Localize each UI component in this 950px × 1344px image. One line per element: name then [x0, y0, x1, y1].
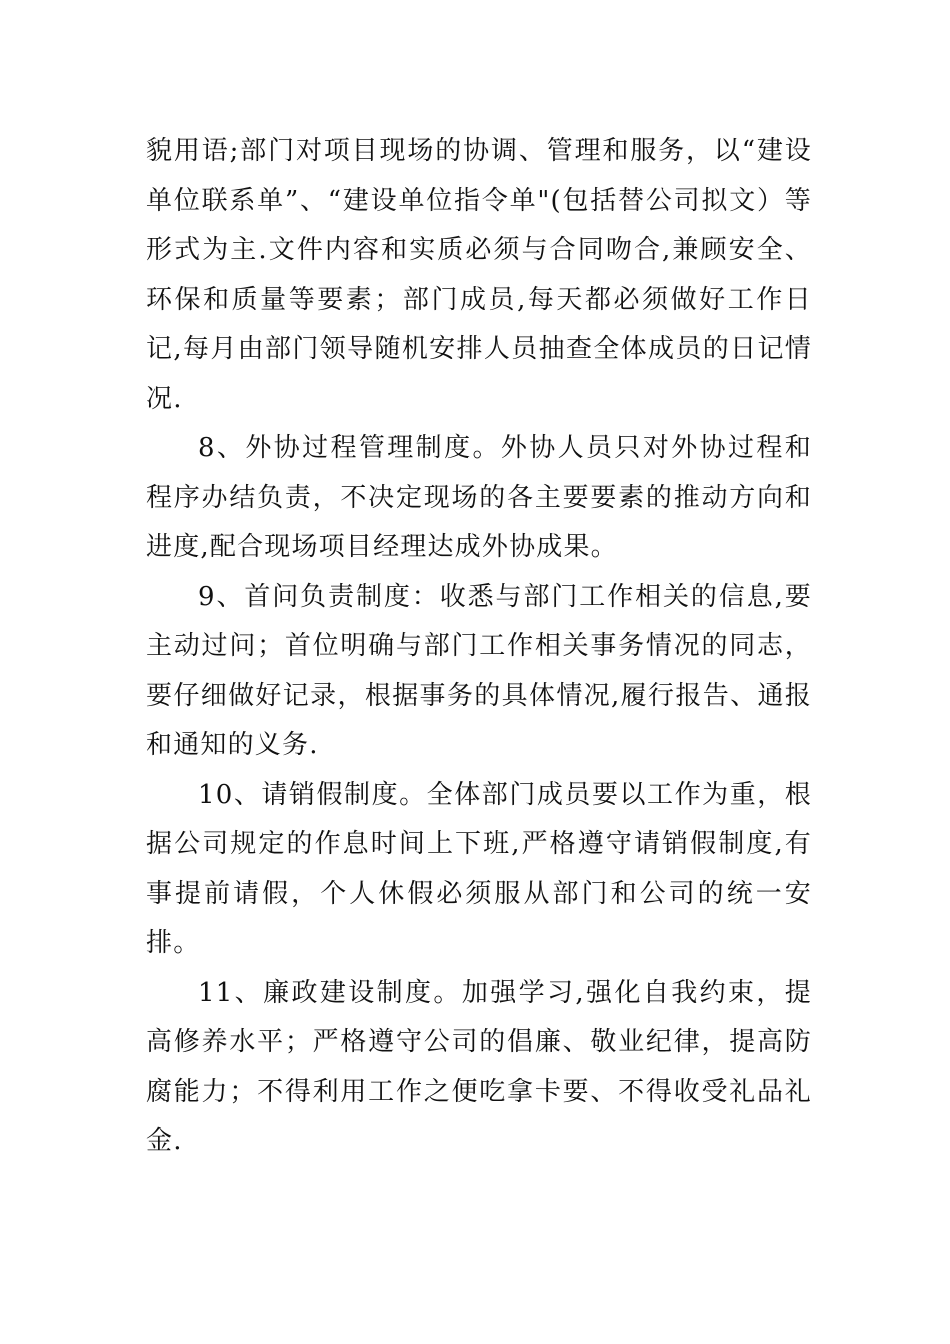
- paragraph-item-10: 10、请销假制度。全体部门成员要以工作为重，根据公司规定的作息时间上下班,严格遵守请销假制度,有事提前请假，个人休假必须服从部门和公司的统一安排。: [146, 779, 812, 958]
- paragraph-item-11: 11、廉政建设制度。加强学习,强化自我约束，提高修养水平；严格遵守公司的倡廉、敬业纪律，提高防腐能力；不得利用工作之便吃拿卡要、不得收受礼品礼金.: [146, 977, 812, 1156]
- paragraph-continuation: 貌用语;部门对项目现场的协调、管理和服务，以“建设单位联系单”、“建设单位指令单"(包括替公司拟文）等形式为主.文件内容和实质必须与合同吻合,兼顾安全、环保和质量等要素；部门成员,每天都必须做好工作日记,每月由部门领导随机安排人员抽查全体成员的日记情况.: [146, 136, 812, 414]
- paragraph-item-9: 9、首问负责制度：收悉与部门工作相关的信息,要主动过问；首位明确与部门工作相关事务情况的同志，要仔细做好记录，根据事务的具体情况,履行报告、通报和通知的义务.: [146, 581, 812, 760]
- document-body: [146, 127, 812, 1167]
- paragraph-item-8: 8、外协过程管理制度。外协人员只对外协过程和程序办结负责，不决定现场的各主要要素的推动方向和进度,配合现场项目经理达成外协成果。: [146, 433, 812, 562]
